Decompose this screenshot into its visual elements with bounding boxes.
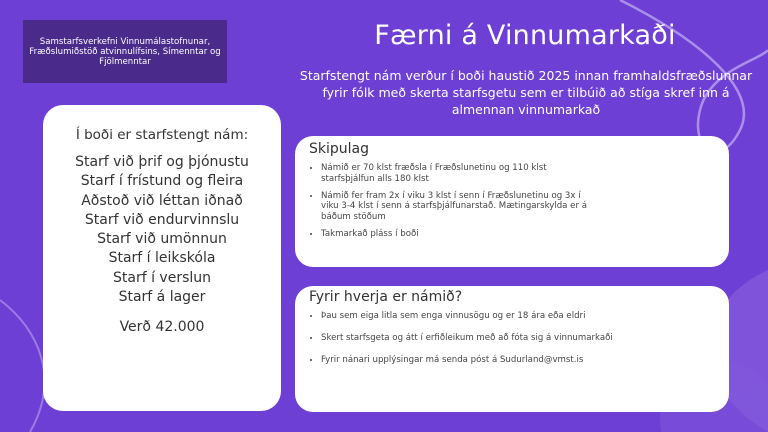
fyrir-item: • Skert starfsgeta og átt í erfiðleikum með að fóta sig á vinnumarkaði [321,333,715,344]
skipulag-card [295,136,729,267]
offer-card [43,105,281,411]
fyrir-heading: Fyrir hverja er námið? [309,289,463,305]
offer-item: Starf á lager [118,289,206,306]
offer-item: Starf við endurvinnslu [84,211,240,228]
offer-item: Starf við umönnun [97,231,227,248]
page-subtitle: Starfstengt nám verður í boði haustið 2025 innan framhaldsfræðslunnar fyrir fólk með skerta starfsgetu sem er tilbúið að stíga skref inn á almennan vinnumarkað [299,68,753,117]
organization-text: Samstarfsverkefni Vinnumálastofnunar, Fræðslumiðstöð atvinnulífsins, Símenntar og Fjölmenntar [29,36,221,67]
skipulag-item: • Takmarkað pláss í boði [321,229,715,240]
skipulag-item: • Námið fer fram 2x í viku 3 klst í senn í Fræðslunetinu og 3x í viku 3-4 klst í senn á starfsþjálfunarstað. Mætingarskylda er á báðum stöðum [321,191,715,223]
organization-banner [23,20,227,83]
offer-item: Starf í verslun [112,269,211,286]
offer-item: Starf við þrif og þjónustu [75,154,249,170]
skipulag-list [309,163,715,240]
offer-heading: Í boði er starfstengt nám: [75,127,249,143]
fyrir-list [309,311,715,365]
price-label: Verð 42.000 [119,319,205,336]
skipulag-heading: Skipulag [309,141,369,157]
offer-item: Starf í frístund og fleira [80,173,244,190]
offer-item: Aðstoð við léttan iðnað [81,192,243,209]
fyrir-card [295,286,729,412]
fyrir-item: • Þau sem eiga litla sem enga vinnusögu og er 18 ára eða eldri [321,311,715,322]
fyrir-item: • Fyrir nánari upplýsingar má senda póst á Sudurland@vmst.is [321,355,715,366]
offer-list [43,153,281,307]
offer-item: Starf í leikskóla [108,250,216,267]
page-title: Færni á Vinnumarkaði [374,20,676,51]
skipulag-item: • Námið er 70 klst fræðsla í Fræðslunetinu og 110 klst starfsþjálfun alls 180 klst [321,163,715,185]
